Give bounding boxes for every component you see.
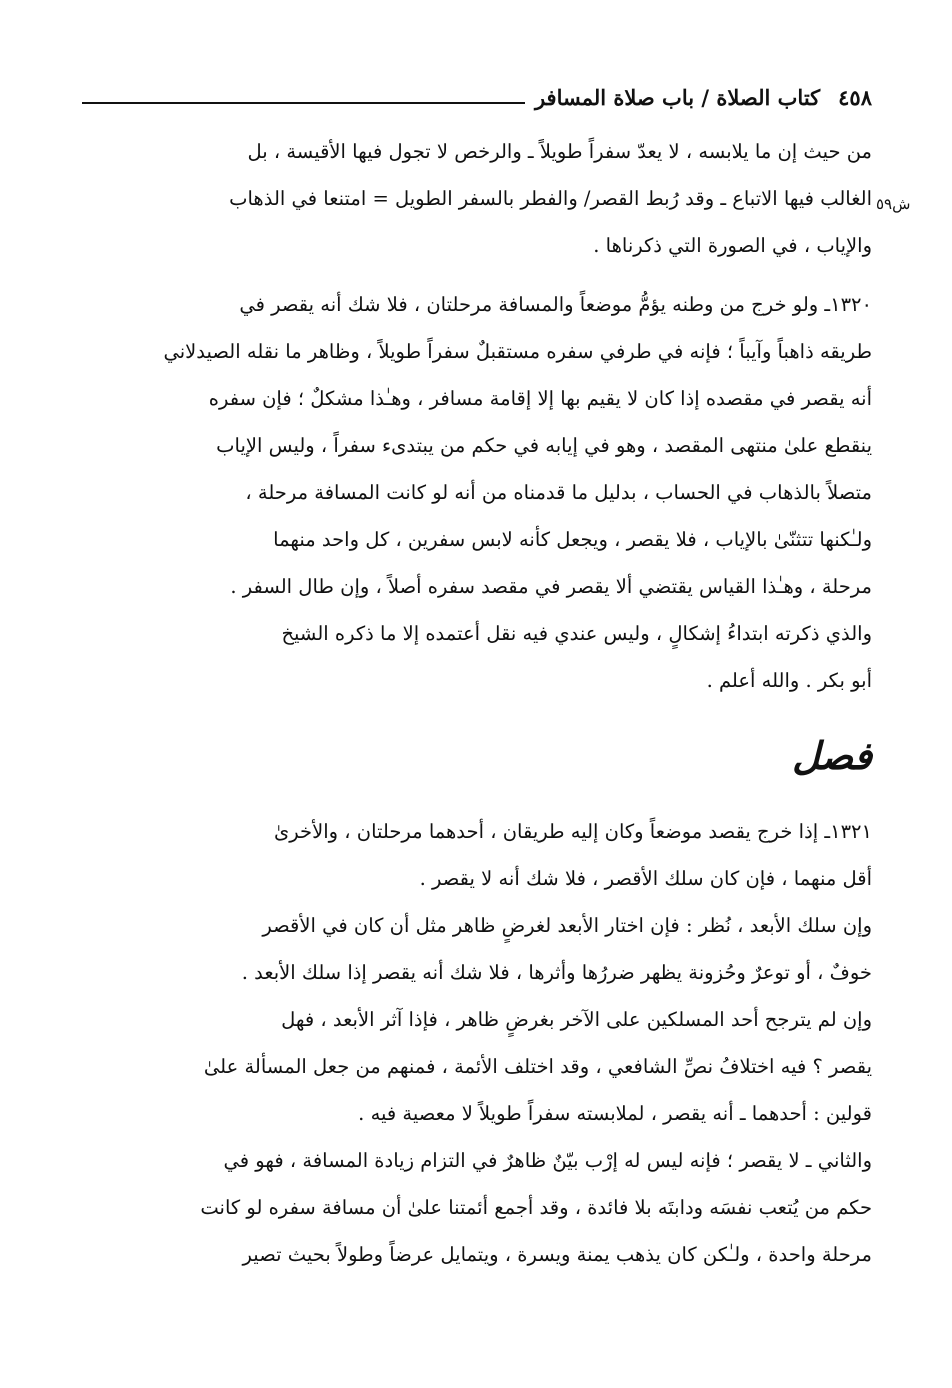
paragraph-ishkal [80, 610, 872, 704]
text-line: حكم من يُتعب نفسَه ودابتَه بلا فائدة ، وقد أجمع أئمتنا علىٰ أن مسافة سفره لو كانت [200, 1196, 872, 1219]
text-line: خوفٌ ، أو توعرٌ وحُزونة يظهر ضررُها وأثرها ، فلا شك أنه يقصر إذا سلك الأبعد . [241, 961, 872, 984]
page-header [82, 82, 872, 112]
text-line: من حيث إن ما يلابسه ، لا يعدّ سفراً طويلاً ـ والرخص لا تجول فيها الأقيسة ، بل [247, 140, 872, 163]
margin-note: ش٥٩ [876, 195, 911, 213]
paragraph-1321 [80, 808, 872, 902]
text-line: أبو بكر . والله أعلم . [706, 669, 872, 692]
paragraph-thani [80, 1137, 872, 1278]
text-line: والإياب ، في الصورة التي ذكرناها . [593, 234, 872, 257]
text-line: أقل منهما ، فإن كان سلك الأقصر ، فلا شك أنه لا يقصر . [419, 867, 872, 890]
page-number: ٤٥٨ [838, 84, 872, 110]
paragraph-continuation [80, 128, 872, 269]
text-line: قولين : أحدهما ـ أنه يقصر ، لملابسته سفراً طويلاً لا معصية فيه . [358, 1102, 872, 1125]
text-line: متصلاً بالذهاب في الحساب ، بدليل ما قدمناه من أنه لو كانت المسافة مرحلة ، [245, 481, 872, 504]
header-rule [82, 102, 525, 104]
text-line: الغالب فيها الاتباع ـ وقد رُبط القصر/ والفطر بالسفر الطويل = امتنعا في الذهاب [229, 187, 872, 210]
page-body [80, 128, 872, 1278]
text-line: ينقطع علىٰ منتهى المقصد ، وهو في إيابه في حكم من يبتدىء سفراً ، وليس الإياب [216, 434, 872, 457]
text-line: مرحلة ، وهـٰذا القياس يقتضي ألا يقصر في مقصد سفره أصلاً ، وإن طال السفر . [230, 575, 872, 598]
paragraph-abad [80, 902, 872, 996]
paragraph-tarajjuh [80, 996, 872, 1137]
text-line: طريقه ذاهباً وآيباً ؛ فإنه في طرفي سفره مستقبلٌ سفراً طويلاً ، وظاهر ما نقله الصيدلاني [163, 340, 872, 363]
text-line: والذي ذكرته ابتداءُ إشكالٍ ، وليس عندي فيه نقل أعتمده إلا ما ذكره الشيخ [281, 622, 872, 645]
text-line: ولـٰكنها تتثنّىٰ بالإياب ، فلا يقصر ، ويجعل كأنه لابس سفرين ، كل واحد منهما [273, 528, 872, 551]
text-line: يقصر ؟ فيه اختلافُ نصِّ الشافعي ، وقد اختلف الأئمة ، فمنهم من جعل المسألة علىٰ [203, 1055, 872, 1078]
text-line: ١٣٢١ـ إذا خرج يقصد موضعاً وكان إليه طريقان ، أحدهما مرحلتان ، والأخرىٰ [274, 820, 872, 843]
text-line: مرحلة واحدة ، ولـٰكن كان يذهب يمنة ويسرة ، ويتمايل عرضاً وطولاً بحيث تصير [242, 1243, 872, 1266]
text-line: وإن سلك الأبعد ، نُظر : فإن اختار الأبعد لغرضٍ ظاهر مثل أن كان في الأقصر [262, 914, 872, 937]
text-line: والثاني ـ لا يقصر ؛ فإنه ليس له إرْب بيّنٌ ظاهرٌ في التزام زيادة المسافة ، فهو في [223, 1149, 872, 1172]
paragraph-1320 [80, 281, 872, 610]
text-line: أنه يقصر في مقصده إذا كان لا يقيم بها إلا إقامة مسافر ، وهـٰذا مشكلٌ ؛ فإن سفره [208, 387, 872, 410]
running-title: كتاب الصلاة / باب صلاة المسافر [534, 84, 821, 110]
section-heading: فصل [792, 733, 872, 778]
text-line: ١٣٢٠ـ ولو خرج من وطنه يؤمُّ موضعاً والمسافة مرحلتان ، فلا شك أنه يقصر في [239, 293, 872, 316]
text-line: وإن لم يترجح أحد المسلكين على الآخر بغرضٍ ظاهر ، فإذا آثر الأبعد ، فهل [281, 1008, 872, 1031]
